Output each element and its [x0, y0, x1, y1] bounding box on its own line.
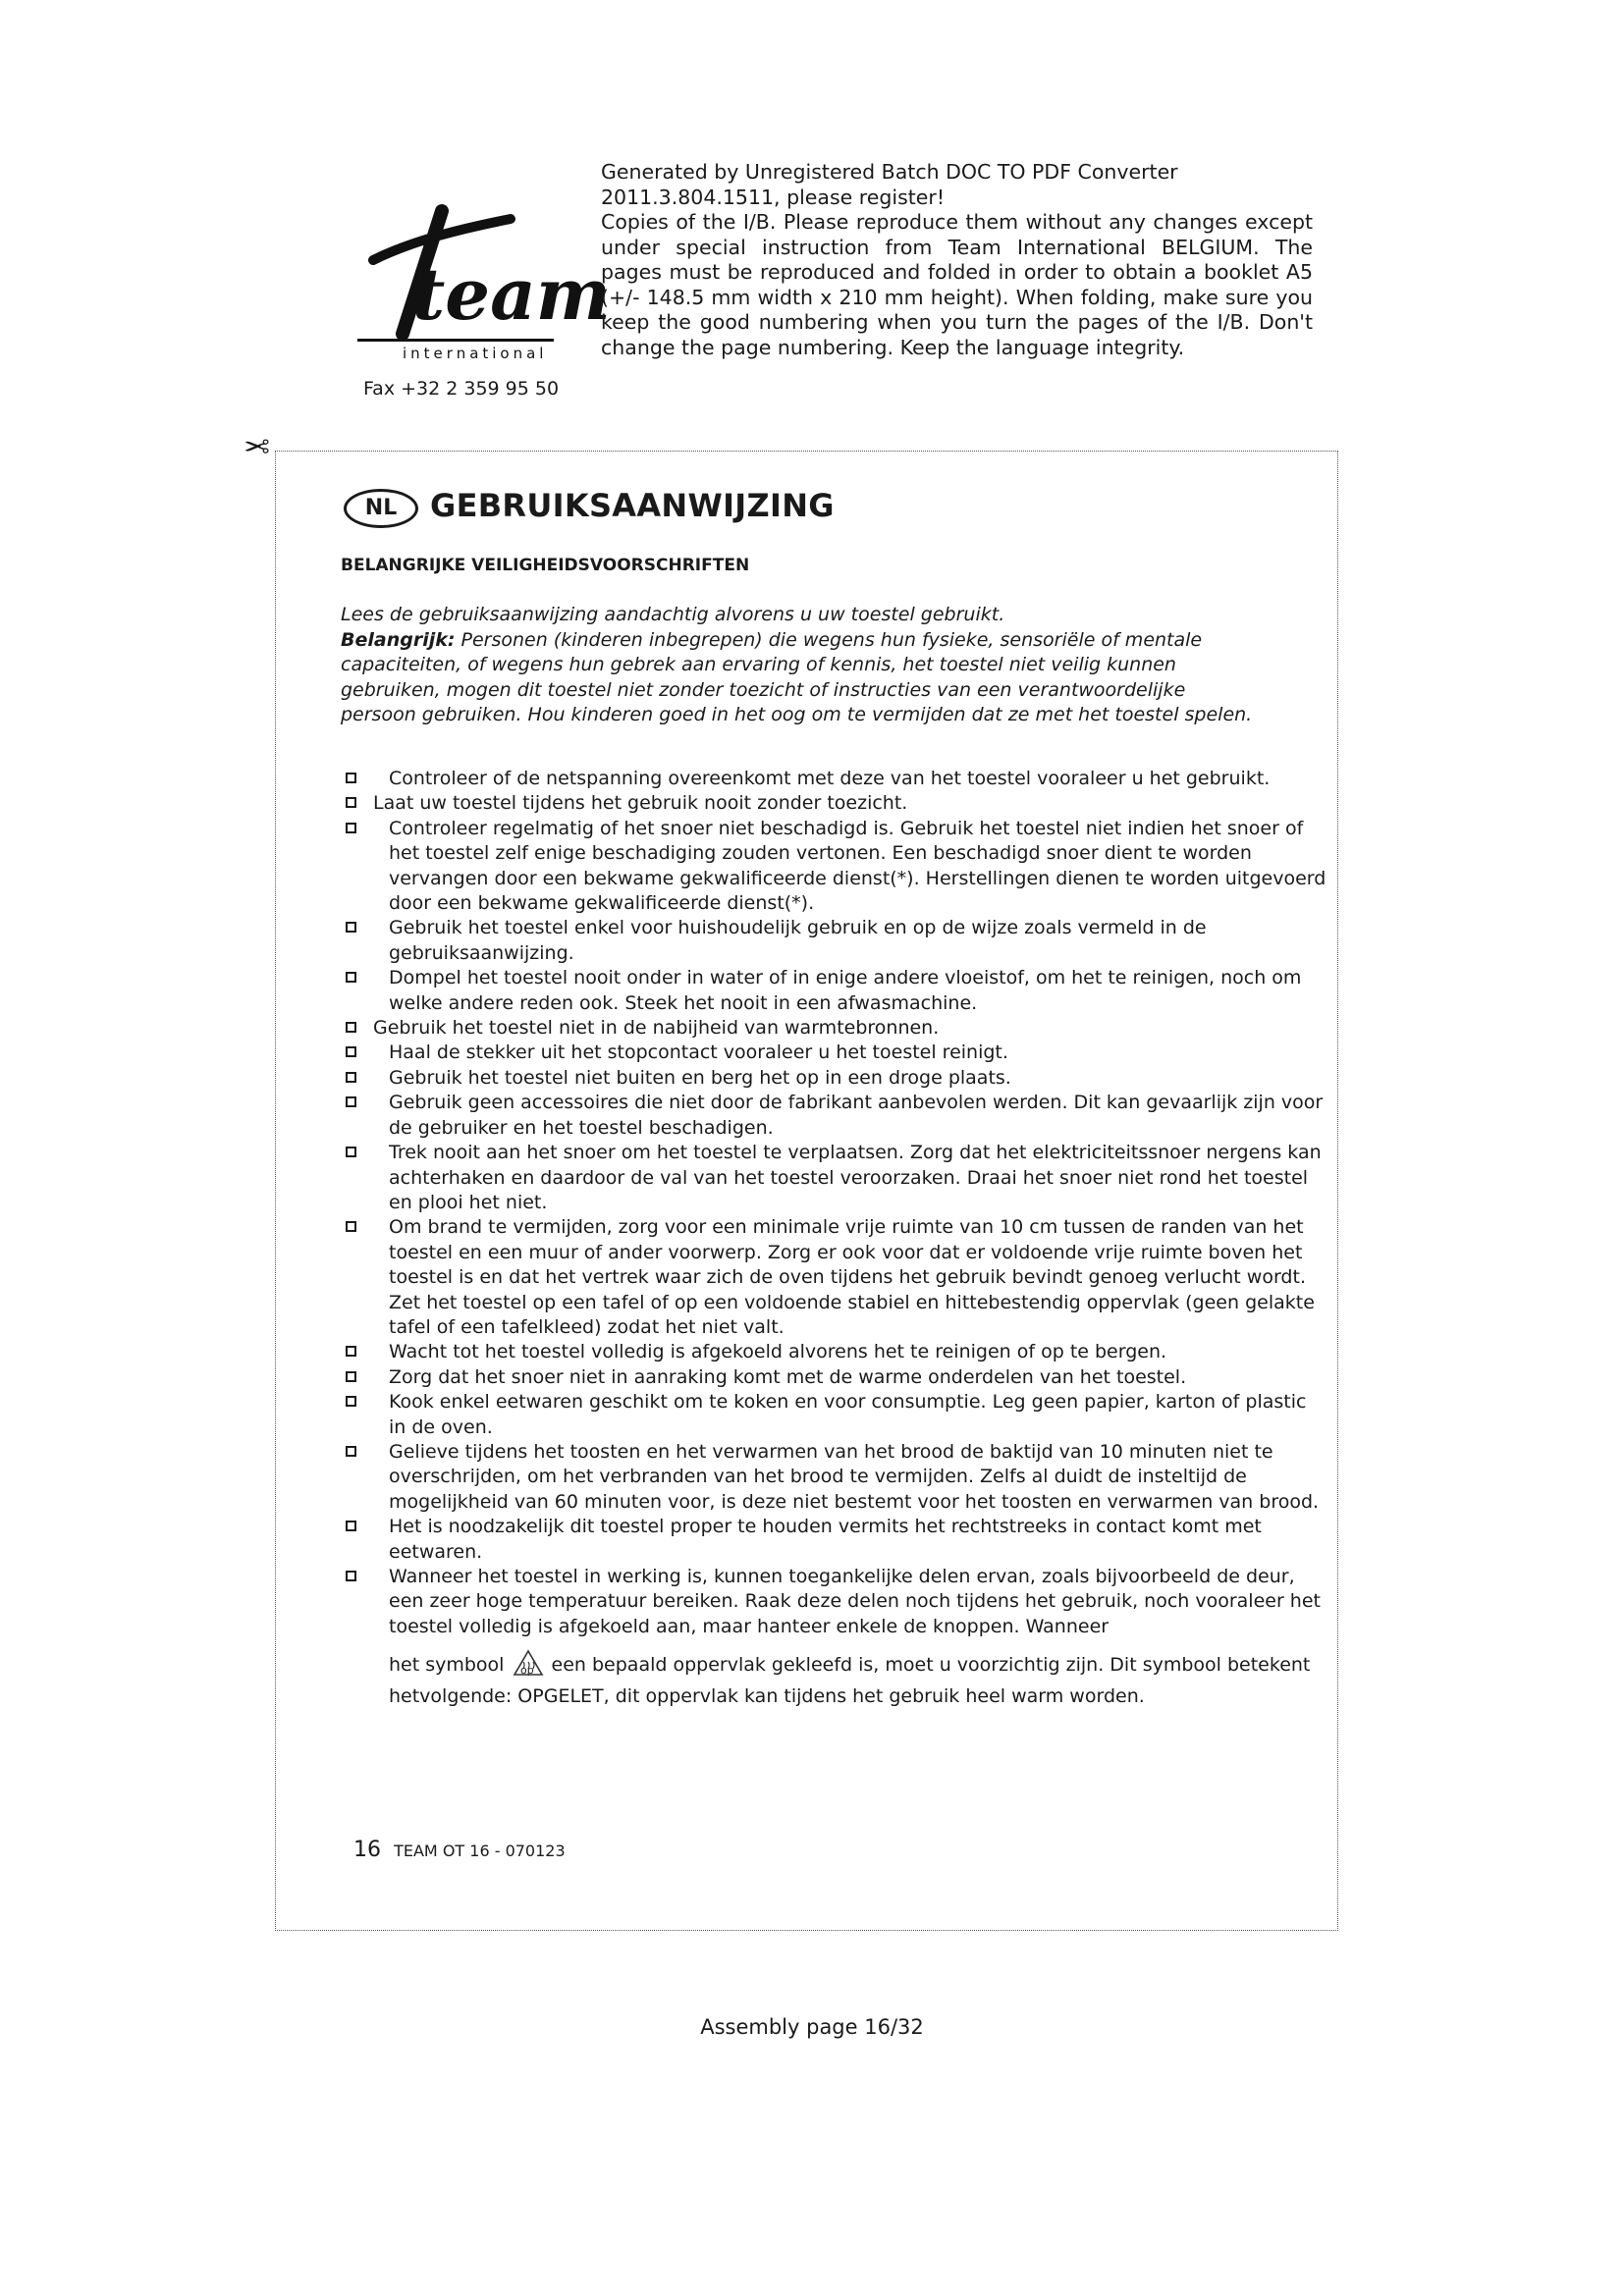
checkbox-icon: [346, 1371, 356, 1382]
checkbox-icon: [346, 1571, 356, 1581]
checkbox-icon: [346, 1346, 356, 1357]
notice-line-2: 2011.3.804.1511, please register!: [601, 185, 946, 209]
logo-subtext: international: [403, 345, 548, 362]
checkbox-icon: [346, 1221, 356, 1232]
checkbox-icon: [346, 1022, 356, 1033]
list-item: Wacht tot het toestel volledig is afgekoeld alvorens het te reinigen of op te bergen.: [346, 1340, 1327, 1364]
checkbox-icon: [346, 1147, 356, 1157]
checkbox-icon: [346, 823, 356, 833]
page-title: GEBRUIKSAANWIJZING: [430, 487, 835, 524]
checkbox-icon: [346, 1096, 356, 1107]
notice-line-1: Generated by Unregistered Batch DOC TO PDF Converter: [601, 160, 1178, 184]
checkbox-icon: [346, 1396, 356, 1407]
checkbox-icon: [346, 773, 356, 783]
team-logo-graphic: [344, 201, 611, 368]
checkbox-icon: [346, 1446, 356, 1457]
scissors-icon: ✂: [244, 427, 270, 464]
list-item: Gebruik het toestel niet buiten en berg het op in een droge plaats.: [346, 1066, 1327, 1091]
list-item: Kook enkel eetwaren geschikt om te koken en voor consumptie. Leg geen papier, karton of plastic in de oven.: [346, 1390, 1327, 1440]
intro-text: [341, 603, 1254, 728]
converter-notice: [601, 160, 1313, 360]
fax-number: Fax +32 2 359 95 50: [363, 378, 560, 400]
important-label: Belangrijk:: [341, 628, 456, 651]
list-item: Trek nooit aan het snoer om het toestel te verplaatsen. Zorg dat het elektriciteitssnoer nergens kan achterhaken en daardoor de val van het toestel veroorzaken. Draai het snoer niet rond het toestel en plooi het niet.: [346, 1141, 1327, 1215]
assembly-page-label: Assembly page 16/32: [700, 2015, 924, 2039]
list-item: Gebruik het toestel enkel voor huishoudelijk gebruik en op de wijze zoals vermeld in de gebruiksaanwijzing.: [346, 916, 1327, 966]
checkbox-icon: [346, 1521, 356, 1531]
list-item: Zorg dat het snoer niet in aanraking komt met de warme onderdelen van het toestel.: [346, 1365, 1327, 1390]
hot-surface-warning-icon: [513, 1649, 544, 1683]
intro-line: Lees de gebruiksaanwijzing aandachtig alvorens u uw toestel gebruikt.: [341, 604, 1005, 625]
checkbox-icon: [346, 1046, 356, 1057]
list-item: Gebruik het toestel niet in de nabijheid van warmtebronnen.: [346, 1016, 1327, 1041]
list-item: Controleer regelmatig of het snoer niet beschadigd is. Gebruik het toestel niet indien het snoer of het toestel zelf enige beschadiging zouden vertonen. Een beschadigd snoer dient te worden vervangen door een bekwame gekwalificeerde dienst(*). Herstellingen dienen te worden uitgevoerd door een bekwame gekwalificeerde dienst(*).: [346, 817, 1327, 917]
section-heading: BELANGRIJKE VEILIGHEIDSVOORSCHRIFTEN: [341, 556, 750, 575]
icon-overlap-text: op: [519, 1664, 534, 1678]
list-item: Gebruik geen accessoires die niet door de fabrikant aanbevolen werden. Dit kan gevaarlijk zijn voor de gebruiker en het toestel beschadigen.: [346, 1091, 1327, 1141]
model-code: TEAM OT 16 - 070123: [394, 1842, 566, 1860]
important-paragraph: [341, 628, 1254, 728]
list-item: Controleer of de netspanning overeenkomt met deze van het toestel vooraleer u het gebruikt.: [346, 767, 1327, 791]
list-item: Het is noodzakelijk dit toestel proper te houden vermits het rechtstreeks in contact komt met eetwaren.: [346, 1515, 1327, 1565]
notice-line-3: Copies of the I/B. Please reproduce them without any changes except under special instruction from Team International BELGIUM. The pages must be reproduced and folded in order to obtain a booklet A5 (+/- 148.5 mm width x 210 mm height). When folding, make sure you keep the good numbering when you turn the pages of the I/B. Don't change the page numbering. Keep the language integrity.: [601, 210, 1313, 359]
page-footer: [353, 1838, 566, 1862]
hot-surface-note: het symbool op een bepaald oppervlak gekleefd is, moet u voorzichtig zijn. Dit symbool betekent hetvolgende: OPGELET, dit oppervlak kan tijdens het gebruik heel warm worden.: [389, 1649, 1327, 1709]
checkbox-icon: [346, 922, 356, 933]
page-number: 16: [353, 1838, 381, 1862]
checkbox-icon: [346, 797, 356, 808]
list-item: Gelieve tijdens het toosten en het verwarmen van het brood de baktijd van 10 minuten niet te overschrijden, om het verbranden van het brood te vermijden. Zelfs al duidt de insteltijd de mogelijkheid van 60 minuten voor, is deze niet bestemt voor het toosten en verwarmen van brood.: [346, 1440, 1327, 1515]
team-logo: [344, 201, 611, 368]
logo-wordmark: team: [412, 252, 611, 336]
list-item: Wanneer het toestel in werking is, kunnen toegankelijke delen ervan, zoals bijvoorbeeld de deur, een zeer hoge temperatuur bereiken. Raak deze delen noch tijdens het gebruik, noch vooraleer het toestel volledig is afgekoeld aan, maar hanteer enkele de knoppen. Wanneer het symbool op een bepaald oppervlak gekleefd is, moet u voorzichtig zijn. Dit symbool betekent hetvolgende: OPGELET, dit oppervlak kan tijdens het gebruik heel warm worden.: [346, 1565, 1327, 1709]
list-item: Om brand te vermijden, zorg voor een minimale vrije ruimte van 10 cm tussen de randen van het toestel en een muur of ander voorwerp. Zorg er ook voor dat er voldoende vrije ruimte boven het toestel is en dat het vertrek waar zich de oven tijdens het gebruik bevindt genoeg verlucht wordt. Zet het toestel op een tafel of op een voldoende stabiel en hittebestendig oppervlak (geen gelakte tafel of een tafelkleed) zodat het niet valt.: [346, 1215, 1327, 1340]
list-item: Laat uw toestel tijdens het gebruik nooit zonder toezicht.: [346, 791, 1327, 816]
important-text: Personen (kinderen inbegrepen) die wegens hun fysieke, sensoriële of mentale capaciteiten, of wegens hun gebrek aan ervaring of kennis, het toestel niet veilig kunnen gebruiken, mogen dit toestel niet zonder toezicht of instructies van een verantwoordelijke persoon gebruiken. Hou kinderen goed in het oog om te vermijden dat ze met het toestel spelen.: [341, 628, 1253, 725]
list-item: Haal de stekker uit het stopcontact vooraleer u het toestel reinigt.: [346, 1041, 1327, 1065]
list-item: Dompel het toestel nooit onder in water of in enige andere vloeistof, om het te reinigen, noch om welke andere reden ook. Steek het nooit in een afwasmachine.: [346, 966, 1327, 1016]
checkbox-icon: [346, 1072, 356, 1083]
language-badge: NL: [344, 489, 418, 528]
checkbox-icon: [346, 972, 356, 983]
safety-list: [346, 767, 1327, 1709]
